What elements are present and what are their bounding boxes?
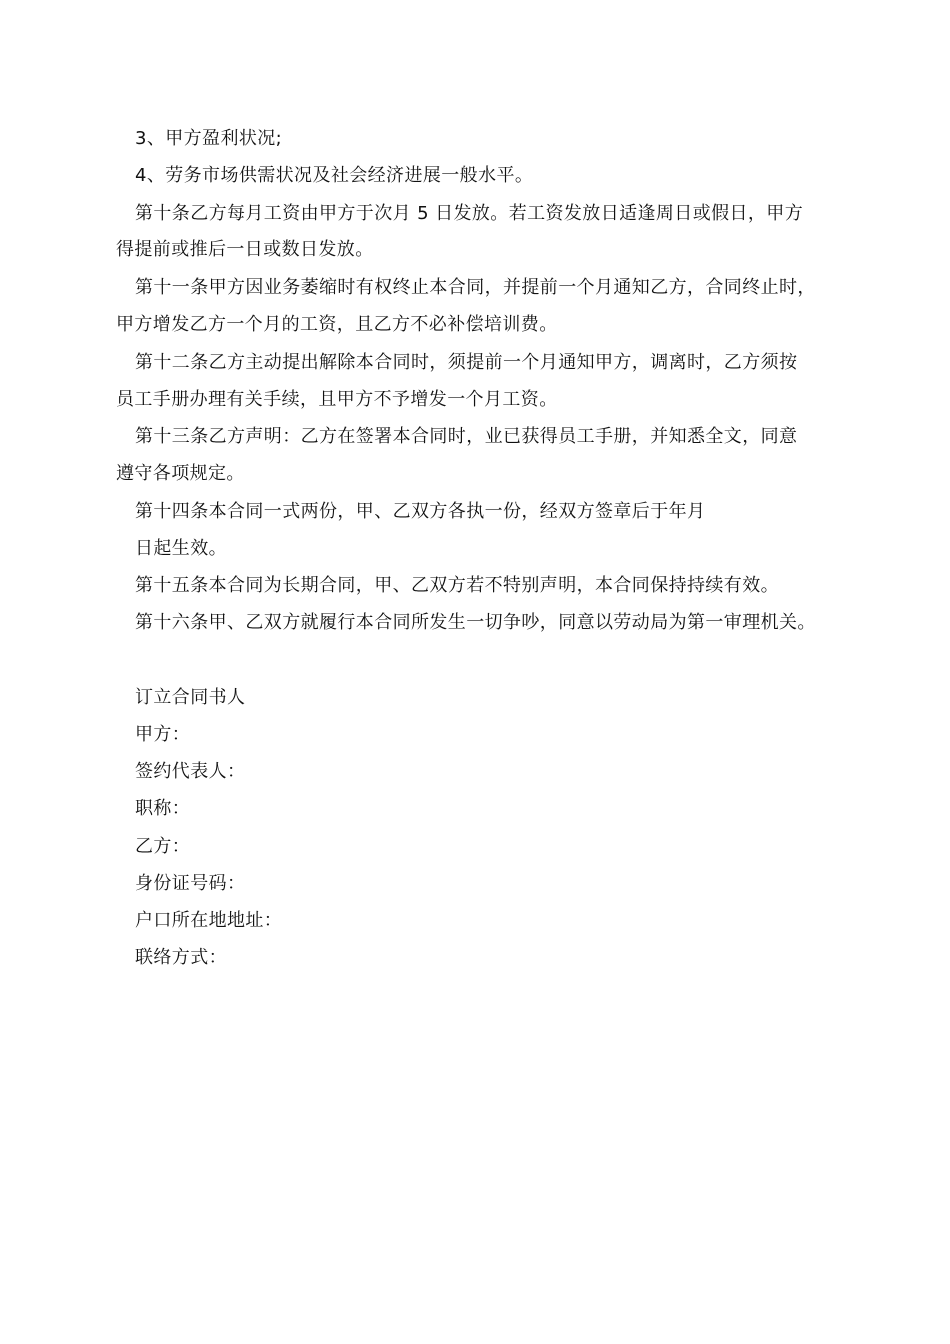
clause-item-4: 4、劳务市场供需状况及社会经济进展一般水平。 bbox=[135, 165, 534, 186]
article-13-line-1: 第十三条乙方声明：乙方在签署本合同时，业已获得员工手册，并知悉全文，同意 bbox=[135, 426, 798, 447]
job-title-label: 职称： bbox=[135, 798, 191, 819]
article-11-line-1: 第十一条甲方因业务萎缩时有权终止本合同，并提前一个月通知乙方，合同终止时， bbox=[135, 277, 816, 298]
article-13-line-2: 遵守各项规定。 bbox=[116, 463, 245, 484]
representative-label: 签约代表人： bbox=[135, 761, 246, 782]
party-b-label: 乙方： bbox=[135, 836, 191, 857]
article-16: 第十六条甲、乙双方就履行本合同所发生一切争吵，同意以劳动局为第一审理机关。 bbox=[135, 612, 816, 633]
article-10-line-1: 第十条乙方每月工资由甲方于次月 5 日发放。若工资发放日适逢周日或假日，甲方 bbox=[135, 203, 804, 224]
article-12-line-2: 员工手册办理有关手续，且甲方不予增发一个月工资。 bbox=[116, 389, 558, 410]
id-number-label: 身份证号码： bbox=[135, 873, 246, 894]
address-label: 户口所在地地址： bbox=[135, 910, 283, 931]
article-15: 第十五条本合同为长期合同，甲、乙双方若不特别声明，本合同保持持续有效。 bbox=[135, 575, 779, 596]
article-14-line-1: 第十四条本合同一式两份，甲、乙双方各执一份，经双方签章后于年月 bbox=[135, 501, 706, 522]
party-a-label: 甲方： bbox=[135, 724, 191, 745]
contact-label: 联络方式： bbox=[135, 947, 227, 968]
article-12-line-1: 第十二条乙方主动提出解除本合同时，须提前一个月通知甲方，调离时，乙方须按 bbox=[135, 352, 798, 373]
clause-item-3: 3、甲方盈利状况; bbox=[135, 128, 283, 149]
article-11-line-2: 甲方增发乙方一个月的工资，且乙方不必补偿培训费。 bbox=[116, 314, 558, 335]
article-10-line-2: 得提前或推后一日或数日发放。 bbox=[116, 239, 374, 260]
article-14-line-2: 日起生效。 bbox=[135, 538, 227, 559]
signature-heading: 订立合同书人 bbox=[135, 687, 246, 708]
